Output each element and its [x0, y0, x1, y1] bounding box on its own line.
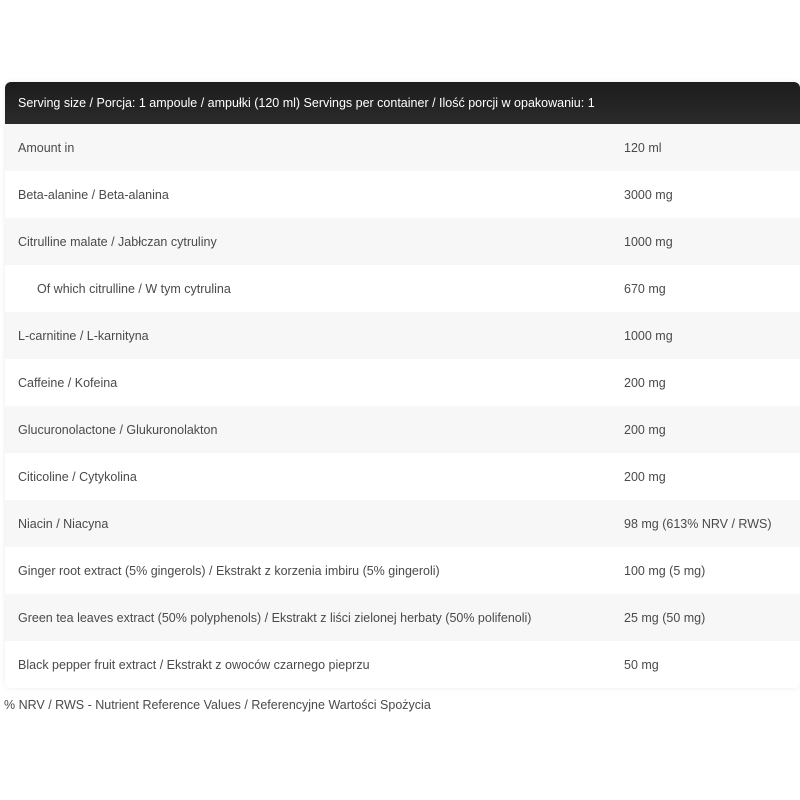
- ingredient-name: Citrulline malate / Jabłczan cytruliny: [18, 234, 217, 249]
- table-row: [5, 312, 800, 359]
- ingredient-amount: 25 mg (50 mg): [624, 610, 706, 625]
- ingredient-name: Of which citrulline / W tym cytrulina: [37, 281, 231, 296]
- nutrition-table: [5, 82, 800, 688]
- ingredient-amount: 670 mg: [624, 281, 666, 296]
- ingredient-name: Citicoline / Cytykolina: [18, 469, 137, 484]
- ingredient-amount: 50 mg: [624, 657, 659, 672]
- serving-size-text: Serving size / Porcja: 1 ampoule / ampułki (120 ml) Servings per container / Ilość porcji w opakowaniu: 1: [18, 96, 595, 110]
- ingredient-name: Caffeine / Kofeina: [18, 375, 118, 390]
- table-row: [5, 171, 800, 218]
- ingredient-amount: 200 mg: [624, 375, 666, 390]
- table-row: [5, 124, 800, 171]
- ingredient-amount: 200 mg: [624, 469, 666, 484]
- nrv-footnote: % NRV / RWS - Nutrient Reference Values / Referencyjne Wartości Spożycia: [4, 698, 431, 712]
- ingredient-amount: 100 mg (5 mg): [624, 563, 706, 578]
- ingredient-name: Green tea leaves extract (50% polyphenols) / Ekstrakt z liści zielonej herbaty (50% polifenoli): [18, 610, 532, 625]
- ingredient-amount: 1000 mg: [624, 328, 673, 343]
- ingredient-name: Niacin / Niacyna: [18, 516, 109, 531]
- ingredient-name: Ginger root extract (5% gingerols) / Ekstrakt z korzenia imbiru (5% gingeroli): [18, 563, 440, 578]
- table-row: [5, 265, 800, 312]
- table-row: [5, 218, 800, 265]
- ingredient-name: Glucuronolactone / Glukuronolakton: [18, 422, 218, 437]
- table-row: [5, 641, 800, 688]
- table-row: [5, 453, 800, 500]
- ingredient-name: Amount in: [18, 140, 75, 155]
- table-header: [5, 82, 800, 124]
- table-row: [5, 359, 800, 406]
- ingredient-amount: 98 mg (613% NRV / RWS): [624, 516, 772, 531]
- table-row: [5, 547, 800, 594]
- table-row: [5, 500, 800, 547]
- ingredient-name: L-carnitine / L-karnityna: [18, 328, 149, 343]
- ingredient-amount: 3000 mg: [624, 187, 673, 202]
- table-row: [5, 594, 800, 641]
- ingredient-name: Beta-alanine / Beta-alanina: [18, 187, 169, 202]
- ingredient-amount: 120 ml: [624, 140, 662, 155]
- ingredient-name: Black pepper fruit extract / Ekstrakt z owoców czarnego pieprzu: [18, 657, 370, 672]
- ingredient-amount: 1000 mg: [624, 234, 673, 249]
- table-row: [5, 406, 800, 453]
- ingredient-amount: 200 mg: [624, 422, 666, 437]
